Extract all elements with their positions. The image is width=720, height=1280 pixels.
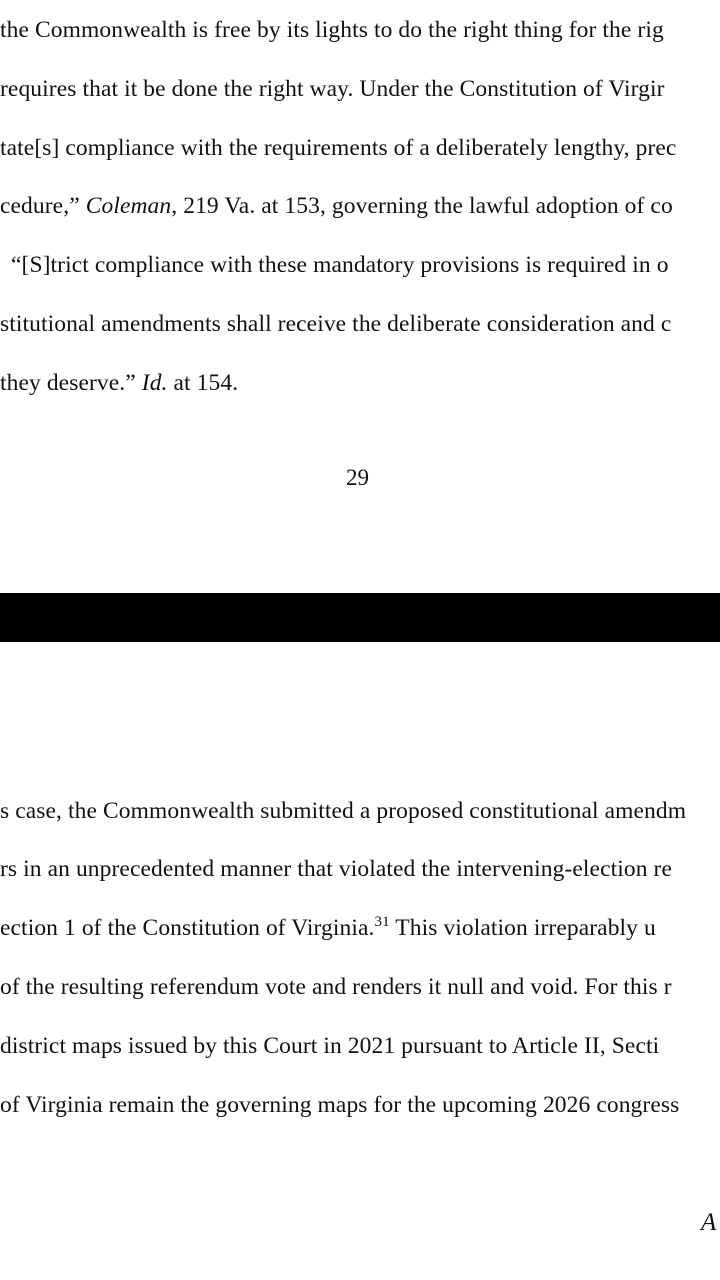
- text-line-3: tate[s] compliance with the requirements of a deliberately lengthy, prec: [0, 135, 677, 161]
- page-corner-mark: A: [701, 1209, 717, 1236]
- text-line-1: the Commonwealth is free by its lights to do the right thing for the rig: [0, 17, 664, 43]
- footnote-marker[interactable]: 31: [374, 914, 390, 930]
- text-segment: at 154.: [167, 370, 239, 396]
- text-segment: , 219 Va. at 153, governing the lawful adoption of co: [171, 193, 673, 219]
- text-segment: ection 1 of the Constitution of Virginia.: [0, 915, 375, 941]
- page-divider-band: [0, 593, 720, 642]
- id-citation: Id.: [141, 370, 168, 396]
- text-line-13: of Virginia remain the governing maps for the upcoming 2026 congress: [0, 1092, 680, 1118]
- case-citation-coleman: Coleman: [85, 193, 172, 219]
- text-line-7: [0, 369, 238, 397]
- text-line-6: stitutional amendments shall receive the deliberate consideration and c: [0, 311, 672, 337]
- text-line-8: s case, the Commonwealth submitted a proposed constitutional amendm: [0, 798, 687, 824]
- text-line-11: of the resulting referendum vote and renders it null and void. For this r: [0, 974, 672, 1000]
- text-line-2: requires that it be done the right way. Under the Constitution of Virgir: [0, 76, 665, 102]
- text-segment: they deserve.”: [0, 370, 142, 396]
- text-line-9: rs in an unprecedented manner that violated the intervening-election re: [0, 856, 673, 882]
- text-segment: cedure,”: [0, 193, 86, 219]
- text-segment: This violation irreparably u: [389, 915, 656, 941]
- page-number: 29: [346, 465, 369, 490]
- text-line-4: [0, 192, 673, 220]
- text-line-10: [0, 914, 656, 945]
- text-line-12: district maps issued by this Court in 2021 pursuant to Article II, Secti: [0, 1033, 660, 1059]
- text-line-5: “[S]trict compliance with these mandatory provisions is required in o: [11, 252, 669, 278]
